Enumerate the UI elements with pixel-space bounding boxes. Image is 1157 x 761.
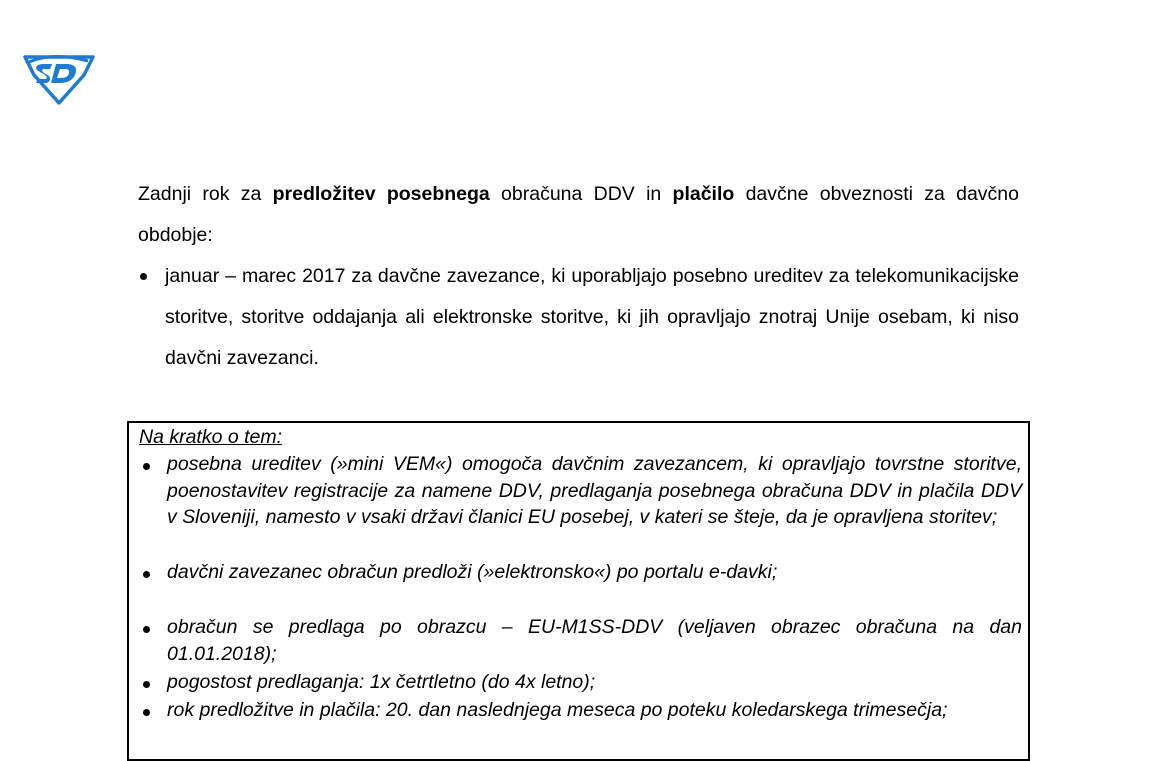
intro-section [138,174,1019,379]
bullet-icon [143,571,150,578]
list-item: obračun se predlaga po obrazcu – EU-M1SS-DDV (veljaven obrazec obračuna na dan 01.01.2018); [167,616,1022,665]
list-item: januar – marec 2017 za davčne zavezance, ki uporabljajo posebno ureditev za telekomunikacijske storitve, storitve oddajanja ali elektronske storitve, ki jih opravljajo znotraj Unije osebam, ki niso davčni zavezanci. [138,256,1019,379]
intro-paragraph: Zadnji rok za predložitev posebnega obračuna DDV in plačilo davčne obveznosti za davčno obdobje: [138,183,1019,246]
bullet-icon [143,626,150,633]
list-item: pogostost predlaganja: 1x četrtletno (do 4x letno); [167,671,596,693]
bullet-icon [140,273,147,280]
list-item: rok predložitve in plačila: 20. dan naslednjega meseca po poteku koledarskega trimesečja; [167,699,948,721]
summary-box [127,421,1030,761]
logo [22,49,96,105]
summary-title: Na kratko o tem: [139,426,283,448]
list-item: posebna ureditev (»mini VEM«) omogoča davčnim zavezancem, ki opravljajo tovrstne storitve, poenostavitev registracije za namene DDV, predlaganja posebnega obračuna DDV in plačila DDV v Sloveniji, namesto v vsaki državi članici EU posebej, v kateri se šteje, da je opravljena storitev; [167,453,1022,528]
intro-bullet-list [138,256,1019,379]
bullet-icon [143,709,150,716]
list-item: davčni zavezanec obračun predloži (»elektronsko«) po portalu e-davki; [167,561,778,583]
bullet-icon [143,463,150,470]
bullet-icon [143,681,150,688]
